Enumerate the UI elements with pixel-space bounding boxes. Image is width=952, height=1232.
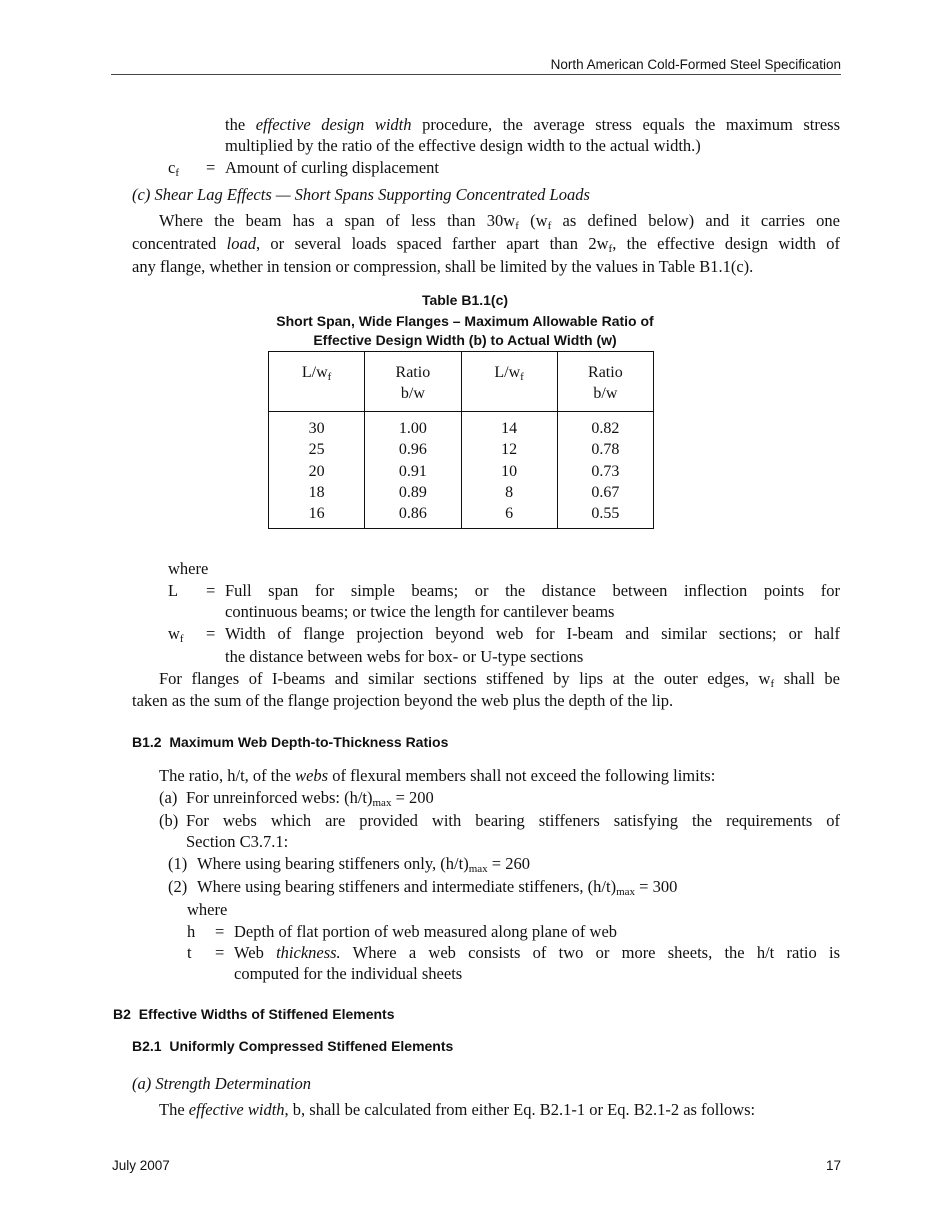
header-text: Ratio [395, 364, 431, 381]
text-run: Where a web consists of two or more sheets, the h/t ratio is [340, 943, 840, 962]
header-text: L/w [494, 364, 521, 381]
column-ratio-2 [557, 412, 653, 529]
table-cell: 14 [501, 420, 518, 437]
section-b21-heading [132, 1038, 453, 1054]
symbol-text: c [168, 158, 176, 177]
b12-item-b-line-1: For webs which are provided with bearing stiffeners satisfying the requirements of [186, 811, 840, 830]
header-text: b/w [593, 385, 618, 402]
effective-width-para [159, 1099, 755, 1120]
text-run: For flanges of I-beams and similar sections stiffened by lips at the outer edges, w [159, 669, 771, 688]
intro-line-1 [225, 114, 840, 135]
text-run: concentrated [132, 234, 227, 253]
text-run: of flexural members shall not exceed the following limits: [328, 766, 716, 785]
section-b12-heading [132, 734, 448, 750]
header-text: L/w [301, 364, 328, 381]
b12-item-b1-label: (1) [168, 854, 188, 873]
t-definition-line-1 [234, 942, 840, 963]
b12-where-label: where [187, 900, 228, 919]
text-run: The ratio, h/t, of the [159, 766, 296, 785]
b12-item-a-label: (a) [159, 788, 178, 807]
subscript: max [372, 797, 392, 809]
table-cell: 0.73 [591, 462, 620, 480]
t-symbol: t [187, 943, 192, 962]
b12-item-a [186, 787, 434, 808]
text-run: Web [234, 943, 277, 962]
italic-term: effective design width [255, 115, 412, 134]
heading-text: Uniformly Compressed Stiffened Elements [169, 1038, 454, 1054]
b12-item-b-label: (b) [159, 811, 179, 830]
equals-sign: = [215, 943, 225, 962]
heading-number: B2.1 [132, 1038, 162, 1054]
table-cell: 0.91 [398, 462, 427, 480]
heading-number: B2 [113, 1006, 131, 1022]
text-run: the [225, 115, 256, 134]
table-cell: 6 [505, 505, 514, 523]
italic-term: effective width [188, 1100, 285, 1119]
page-number: 17 [825, 1158, 841, 1173]
where-label: where [168, 559, 209, 578]
ratio-table [268, 351, 654, 529]
table-cell: 25 [308, 441, 325, 459]
italic-term: load [226, 234, 256, 253]
header-cell-ratio-2 [557, 352, 653, 412]
heading-text: Effective Widths of Stiffened Elements [138, 1006, 395, 1022]
subscript: f [175, 167, 179, 179]
cf-definition: Amount of curling displacement [225, 158, 439, 177]
text-run: Where the beam has a span of less than 30w [159, 211, 516, 230]
subscript: f [515, 220, 519, 232]
column-lwf-1 [269, 412, 365, 529]
header-cell-lwf-2 [461, 352, 557, 412]
text-run: procedure, the average stress equals the maximum stress [411, 115, 840, 134]
b12-item-b2 [197, 876, 677, 897]
italic-term: thickness. [276, 943, 341, 962]
header-cell-lwf-1 [269, 352, 365, 412]
b12-item-b1 [197, 853, 530, 874]
subscript: f [327, 371, 332, 383]
h-symbol: h [187, 922, 196, 941]
text-run: shall be [774, 669, 840, 688]
column-lwf-2 [461, 412, 557, 529]
h-definition: Depth of flat portion of web measured along plane of web [234, 922, 618, 941]
header-cell-ratio-1 [365, 352, 461, 412]
table-caption-title: Table B1.1(c) [421, 292, 509, 308]
table-cell: 12 [501, 441, 518, 459]
strength-determination-heading: (a) Strength Determination [132, 1074, 312, 1093]
text-run: Where using bearing stiffeners and intermediate stiffeners, (h/t) [197, 877, 617, 896]
heading-text: Maximum Web Depth-to-Thickness Ratios [169, 734, 449, 750]
text-run: For unreinforced webs: (h/t) [186, 788, 373, 807]
text-run: , the effective design width of [612, 234, 840, 253]
footer-date: July 2007 [112, 1158, 170, 1173]
wf-definition-line-2: the distance between webs for box- or U-type sections [225, 647, 584, 666]
table-cell: 20 [308, 462, 325, 480]
section-c-para-line-2 [132, 233, 840, 254]
header-text: Ratio [588, 364, 623, 381]
text-run: , or several loads spaced farther apart than 2w [255, 234, 609, 253]
table-cell: 0.86 [398, 505, 427, 523]
table-cell: 1.00 [398, 420, 427, 437]
table-cell: 16 [308, 505, 325, 523]
flange-para-line-2: taken as the sum of the flange projection beyond the web plus the depth of the lip. [132, 691, 674, 710]
table-cell: 8 [505, 483, 514, 501]
table-cell: 0.96 [398, 441, 427, 459]
equals-sign: = [206, 581, 216, 600]
section-c-heading: (c) Shear Lag Effects — Short Spans Supporting Concentrated Loads [132, 185, 590, 204]
table-caption-line-3: Effective Design Width (b) to Actual Width (w) [313, 332, 617, 348]
t-definition-line-2: computed for the individual sheets [234, 964, 463, 983]
table-cell: 10 [501, 462, 518, 480]
subscript: f [179, 633, 184, 645]
cf-symbol [168, 157, 179, 178]
header-text: b/w [400, 385, 425, 402]
table-cell: 0.78 [591, 441, 620, 459]
intro-line-2: multiplied by the ratio of the effective design width to the actual width.) [225, 136, 701, 155]
symbol-text: w [168, 624, 180, 643]
table-cell: 0.89 [398, 483, 427, 501]
column-ratio-1 [365, 412, 461, 529]
subscript: f [770, 678, 775, 690]
header-rule [111, 74, 841, 75]
subscript: f [520, 371, 524, 383]
text-run: , b, shall be calculated from either Eq. B2.1-1 or Eq. B2.1-2 as follows: [284, 1100, 756, 1119]
heading-number: B1.2 [132, 734, 162, 750]
text-run: Where using bearing stiffeners only, (h/t) [197, 854, 469, 873]
text-run: as defined below) and it carries one [551, 211, 840, 230]
table-caption-line-2: Short Span, Wide Flanges – Maximum Allowable Ratio of [276, 313, 654, 329]
table-cell: 0.67 [591, 483, 620, 501]
text-run: (w [518, 211, 548, 230]
subscript: f [547, 220, 552, 232]
L-definition-line-2: continuous beams; or twice the length for cantilever beams [225, 602, 615, 621]
text-run: = 200 [391, 788, 434, 807]
running-header: North American Cold-Formed Steel Specification [550, 57, 841, 72]
section-c-para-line-3: any flange, whether in tension or compression, shall be limited by the values in Table B1.1(c). [132, 257, 754, 276]
equals-sign: = [206, 158, 216, 177]
table-cell: 30 [308, 420, 325, 437]
flange-para-line-1 [159, 668, 840, 689]
b12-item-b-line-2: Section C3.7.1: [186, 832, 289, 851]
equals-sign: = [206, 624, 216, 643]
text-run: = 300 [635, 877, 678, 896]
subscript: f [608, 243, 613, 255]
table-body-row [269, 412, 654, 529]
wf-symbol [168, 623, 184, 644]
wf-definition-line-1: Width of flange projection beyond web for I-beam and similar sections; or half [225, 624, 840, 643]
section-c-para-line-1 [159, 210, 840, 231]
b12-intro [159, 765, 715, 786]
b12-item-b2-label: (2) [168, 877, 188, 896]
text-run: The [159, 1100, 189, 1119]
L-symbol: L [168, 581, 179, 600]
table-cell: 0.55 [591, 505, 620, 523]
subscript: max [616, 886, 636, 898]
L-definition-line-1: Full span for simple beams; or the distance between inflection points for [225, 581, 840, 600]
text-run: = 260 [487, 854, 530, 873]
equals-sign: = [215, 922, 225, 941]
section-b2-heading [113, 1006, 395, 1022]
subscript: max [468, 863, 488, 875]
italic-term: webs [295, 766, 329, 785]
table-header-row [269, 352, 654, 412]
table-cell: 18 [308, 483, 325, 501]
table-cell: 0.82 [591, 420, 620, 437]
